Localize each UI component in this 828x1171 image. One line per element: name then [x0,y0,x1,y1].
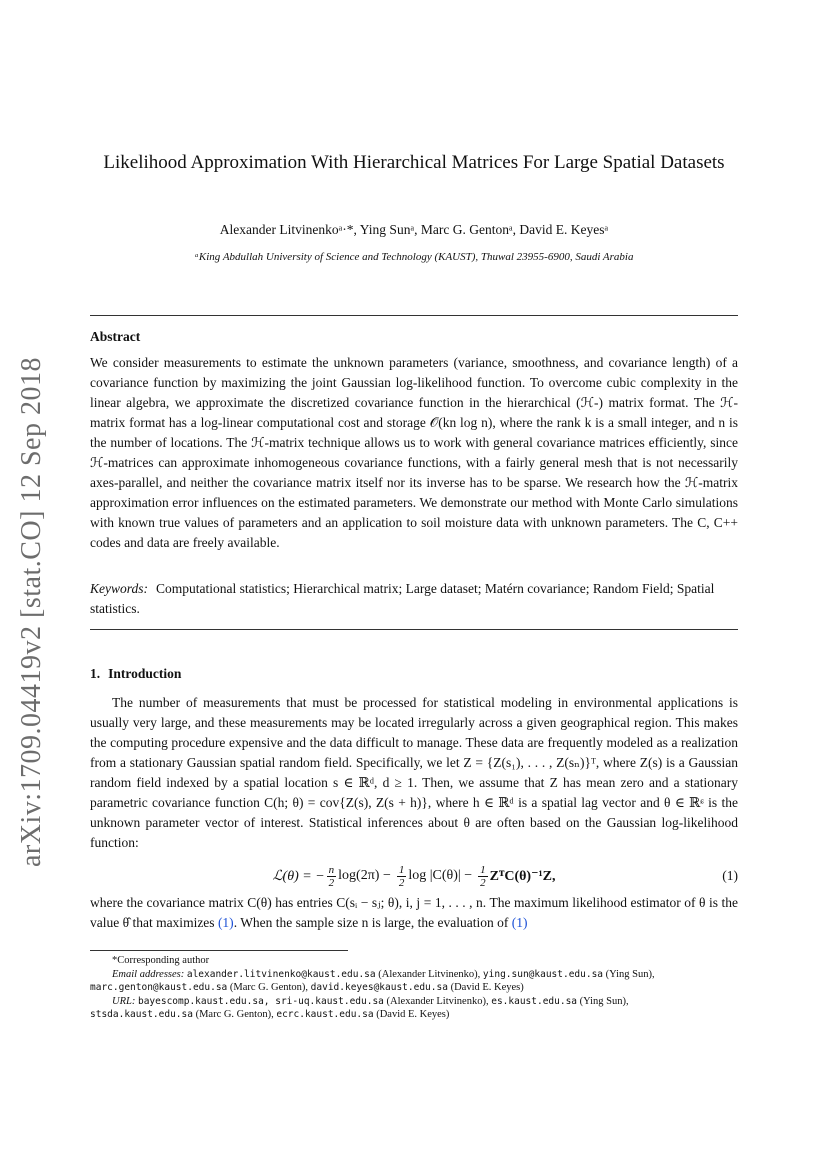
email-owner: (David E. Keyes) [450,982,524,993]
paragraph-after-equation [90,893,738,933]
url-label: URL: [112,995,136,1007]
url-list-continued [90,1008,738,1022]
url-link[interactable]: ecrc.kaust.edu.sa [276,1009,374,1020]
url-link[interactable]: es.kaust.edu.sa [491,995,578,1007]
email-owner: (Marc G. Genton), [229,982,309,993]
equation-fraction-3 [478,864,488,889]
section-title: Introduction [108,666,182,681]
url-owner: (Alexander Litvinenko), [386,995,489,1007]
text-fragment: . When the sample size n is large, the evaluation of [233,915,512,930]
email-label: Email addresses: [112,968,185,980]
author-affiliation: ᵃKing Abdullah University of Science and Technology (KAUST), Thuwal 23955-6900, Saudi Arabia [194,251,634,263]
email-link[interactable]: ying.sun@kaust.edu.sa [482,968,604,980]
text-fragment: where the covariance matrix C(θ) has entries C(sᵢ − sⱼ; θ), i, j = 1, . . . , n. The maximum likelihood estimator of θ is the value θ̂ that maximizes [90,895,738,930]
email-owner: (Ying Sun), [605,968,655,980]
equation-number: (1) [722,868,738,883]
equation-reference-link[interactable]: (1) [511,915,528,930]
email-addresses-continued [90,981,738,995]
keywords-text: Computational statistics; Hierarchical matrix; Large dataset; Matérn covariance; Random Field; Spatial statistics. [90,581,715,616]
abstract-top-rule [90,315,738,316]
email-link[interactable]: marc.genton@kaust.edu.sa [90,982,228,993]
email-link[interactable]: david.keyes@kaust.edu.sa [310,982,448,993]
fraction-numerator: 1 [480,863,486,876]
fraction-denominator: 2 [480,876,486,889]
url-owner: (Ying Sun), [579,995,629,1007]
fraction-denominator: 2 [328,876,335,889]
url-owner: (Marc G. Genton), [195,1009,274,1020]
equation-reference-link[interactable]: (1) [217,915,234,930]
url-list [90,995,738,1009]
email-addresses [90,968,738,982]
url-link[interactable]: stsda.kaust.edu.sa [90,1009,193,1020]
keywords-label: Keywords: [90,581,148,596]
corresponding-author-note: *Corresponding author [112,955,210,966]
paper-title: Likelihood Approximation With Hierarchical Matrices For Large Spatial Datasets [103,152,725,173]
email-owner: (Alexander Litvinenko), [378,968,481,980]
equation-term-3: ZᵀC(θ)⁻¹Z, [489,868,556,884]
footnote-rule [90,950,348,951]
introduction-paragraph: The number of measurements that must be processed for statistical modeling in environmental applications is usually very large, and these measurements may be located irregularly across a given geographical region. This makes the computing procedure expensive and the data difficult to manage. These data are frequently modeled as a realization from a stationary Gaussian spatial random field. Specifically, we let Z = {Z(s₁), . . . , Z(sₙ)}ᵀ, where Z(s) is a Gaussian random field indexed by a spatial location s ∈ ℝᵈ, d ≥ 1. Then, we assume that Z has mean zero and a stationary parametric covariance function C(h; θ) = cov{Z(s), Z(s + h)}, where h ∈ ℝᵈ is a spatial lag vector and θ ∈ ℝᶝ is the unknown parameter vector of interest. Statistical inferences about θ are often based on the Gaussian log-likelihood function: [90,695,738,850]
fraction-numerator: n [328,863,335,876]
arxiv-identifier-stamp: arXiv:1709.04419v2 [stat.CO] 12 Sep 2018 [16,357,47,867]
abstract-heading: Abstract [90,329,141,344]
section-heading-introduction [90,666,181,682]
url-link[interactable]: bayescomp.kaust.edu.sa, sri-uq.kaust.edu.sa [137,995,384,1007]
url-owner: (David E. Keyes) [376,1009,450,1020]
author-list: Alexander Litvinenkoᵃ·*, Ying Sunᵃ, Marc G. Gentonᵃ, David E. Keyesᵃ [219,222,609,237]
equation-fraction-2 [397,864,407,889]
equation-lhs: ℒ(θ) = − [272,868,325,884]
abstract-body: We consider measurements to estimate the unknown parameters (variance, smoothness, and covariance length) of a covariance function by maximizing the joint Gaussian log-likelihood function. To overcome cubic complexity in the linear algebra, we approximate the discretized covariance function in the hierarchical (ℋ-) matrix format. The ℋ-matrix format has a log-linear computational cost and storage 𝒪(kn log n), where the rank k is a small integer, and n is the number of locations. The ℋ-matrix technique allows us to work with general covariance matrices efficiently, since ℋ-matrices can approximate inhomogeneous covariance functions, with a fairly general mesh that is not necessarily axes-parallel, and neither the covariance matrix itself nor its inverse has to be sparse. We research how the ℋ-matrix approximation error influences on the estimated parameters. We demonstrate our method with Monte Carlo simulations with known true values of parameters and an application to soil moisture data with unknown parameters. The C, C++ codes and data are freely available. [90,355,738,550]
fraction-denominator: 2 [398,876,405,889]
keywords [90,579,738,619]
email-link[interactable]: alexander.litvinenko@kaust.edu.sa [186,968,376,980]
equation-term-1: log(2π) − [338,868,391,883]
abstract-bottom-rule [90,629,738,630]
equation-term-2: log |C(θ)| − [408,868,473,883]
fraction-numerator: 1 [398,863,405,876]
equation-fraction-1 [327,864,337,889]
log-likelihood-equation [90,856,738,896]
section-number: 1. [90,666,101,681]
footnotes [90,954,738,1022]
